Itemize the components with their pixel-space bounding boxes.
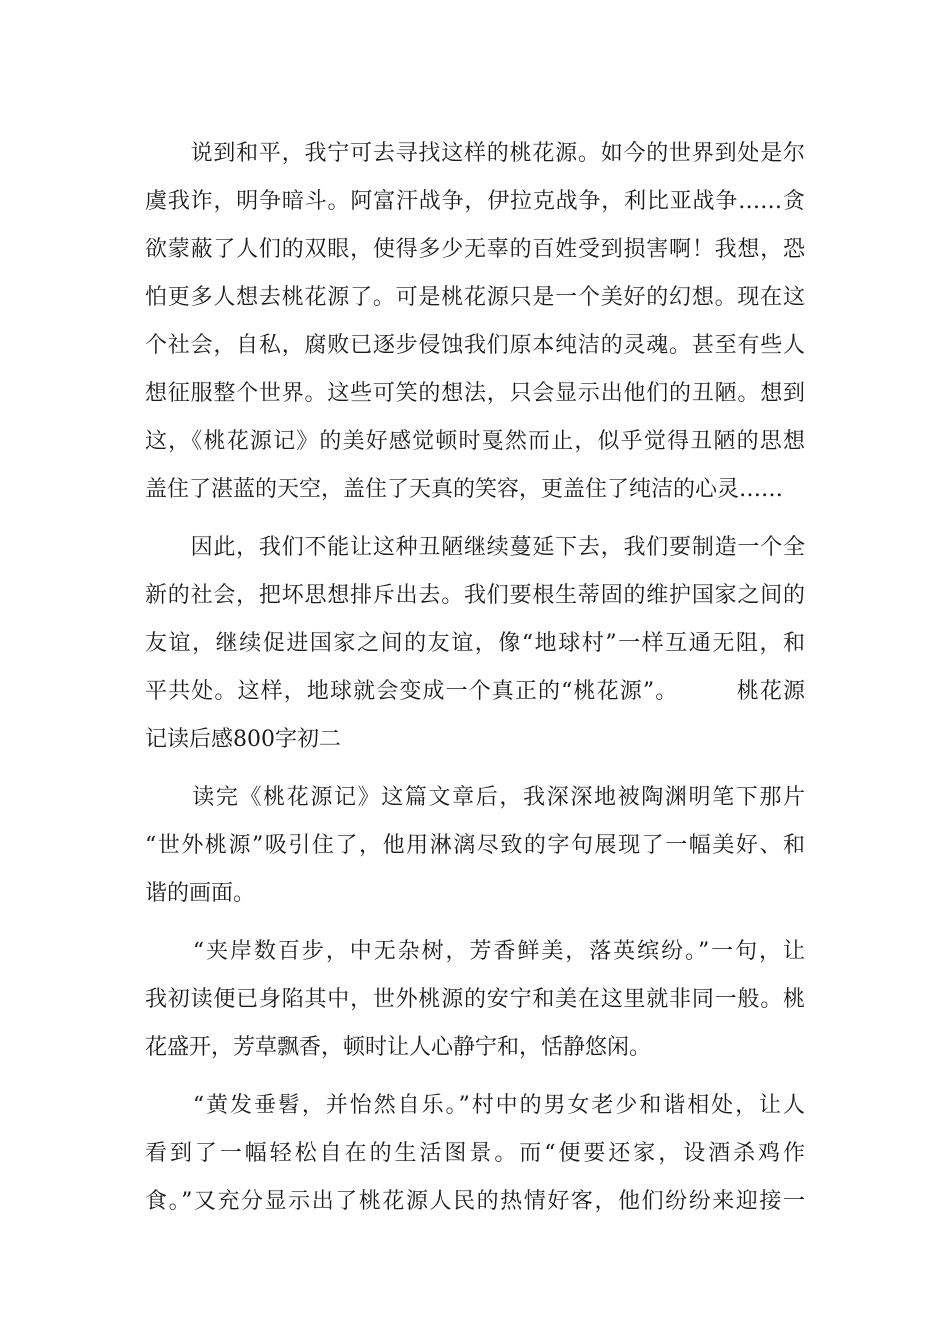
text-line: 怕更多人想去桃花源了。可是桃花源只是一个美好的幻想。现在这 [145,285,805,310]
text-line: 想征服整个世界。这些可笑的想法，只会显示出他们的丑陋。想到 [145,381,805,406]
text-line: 说到和平，我宁可去寻找这样的桃花源。如今的世界到处是尔 [145,141,805,166]
text-line: 个社会，自私，腐败已逐步侵蚀我们原本纯洁的灵魂。甚至有些人 [145,333,805,358]
text-line: 欲蒙蔽了人们的双眼，使得多少无辜的百姓受到损害啊！我想，恐 [145,237,805,262]
text-line: 新的社会，把坏思想排斥出去。我们要根生蒂固的维护国家之间的 [145,583,805,608]
text-line: “世外桃源”吸引住了，他用淋漓尽致的字句展现了一幅美好、和 [145,833,805,858]
text-line: “夹岸数百步，中无杂树，芳香鲜美，落英缤纷。”一句，让 [145,939,805,964]
text-line: 盖住了湛蓝的天空，盖住了天真的笑容，更盖住了纯洁的心灵…… [145,477,784,502]
text-line: 平共处。这样，地球就会变成一个真正的“桃花源”。 桃花源 [145,679,805,704]
text-line: 读完《桃花源记》这篇文章后，我深深地被陶渊明笔下那片 [145,785,805,810]
text-line: 我初读便已身陷其中，世外桃源的安宁和美在这里就非同一般。桃 [145,987,805,1012]
text-line: 这，《桃花源记》的美好感觉顿时戛然而止，似乎觉得丑陋的思想 [145,429,805,454]
text-line: 因此，我们不能让这种丑陋继续蔓延下去，我们要制造一个全 [145,535,805,560]
text-line: 记读后感800字初二 [145,727,341,752]
text-line: 谐的画面。 [145,881,256,906]
essay-body [145,130,805,1226]
text-line: 虞我诈，明争暗斗。阿富汗战争，伊拉克战争，利比亚战争……贪 [145,189,805,214]
text-line: 看到了一幅轻松自在的生活图景。而“便要还家，设酒杀鸡作 [145,1141,805,1166]
text-line: 食。”又充分显示出了桃花源人民的热情好客，他们纷纷来迎接一 [145,1189,805,1214]
text-line: 友谊，继续促进国家之间的友谊，像“地球村”一样互通无阻，和 [145,631,805,656]
text-line: 花盛开，芳草飘香，顿时让人心静宁和，恬静悠闲。 [145,1035,652,1060]
text-line: “黄发垂髫，并怡然自乐。”村中的男女老少和谐相处，让人 [145,1093,805,1118]
